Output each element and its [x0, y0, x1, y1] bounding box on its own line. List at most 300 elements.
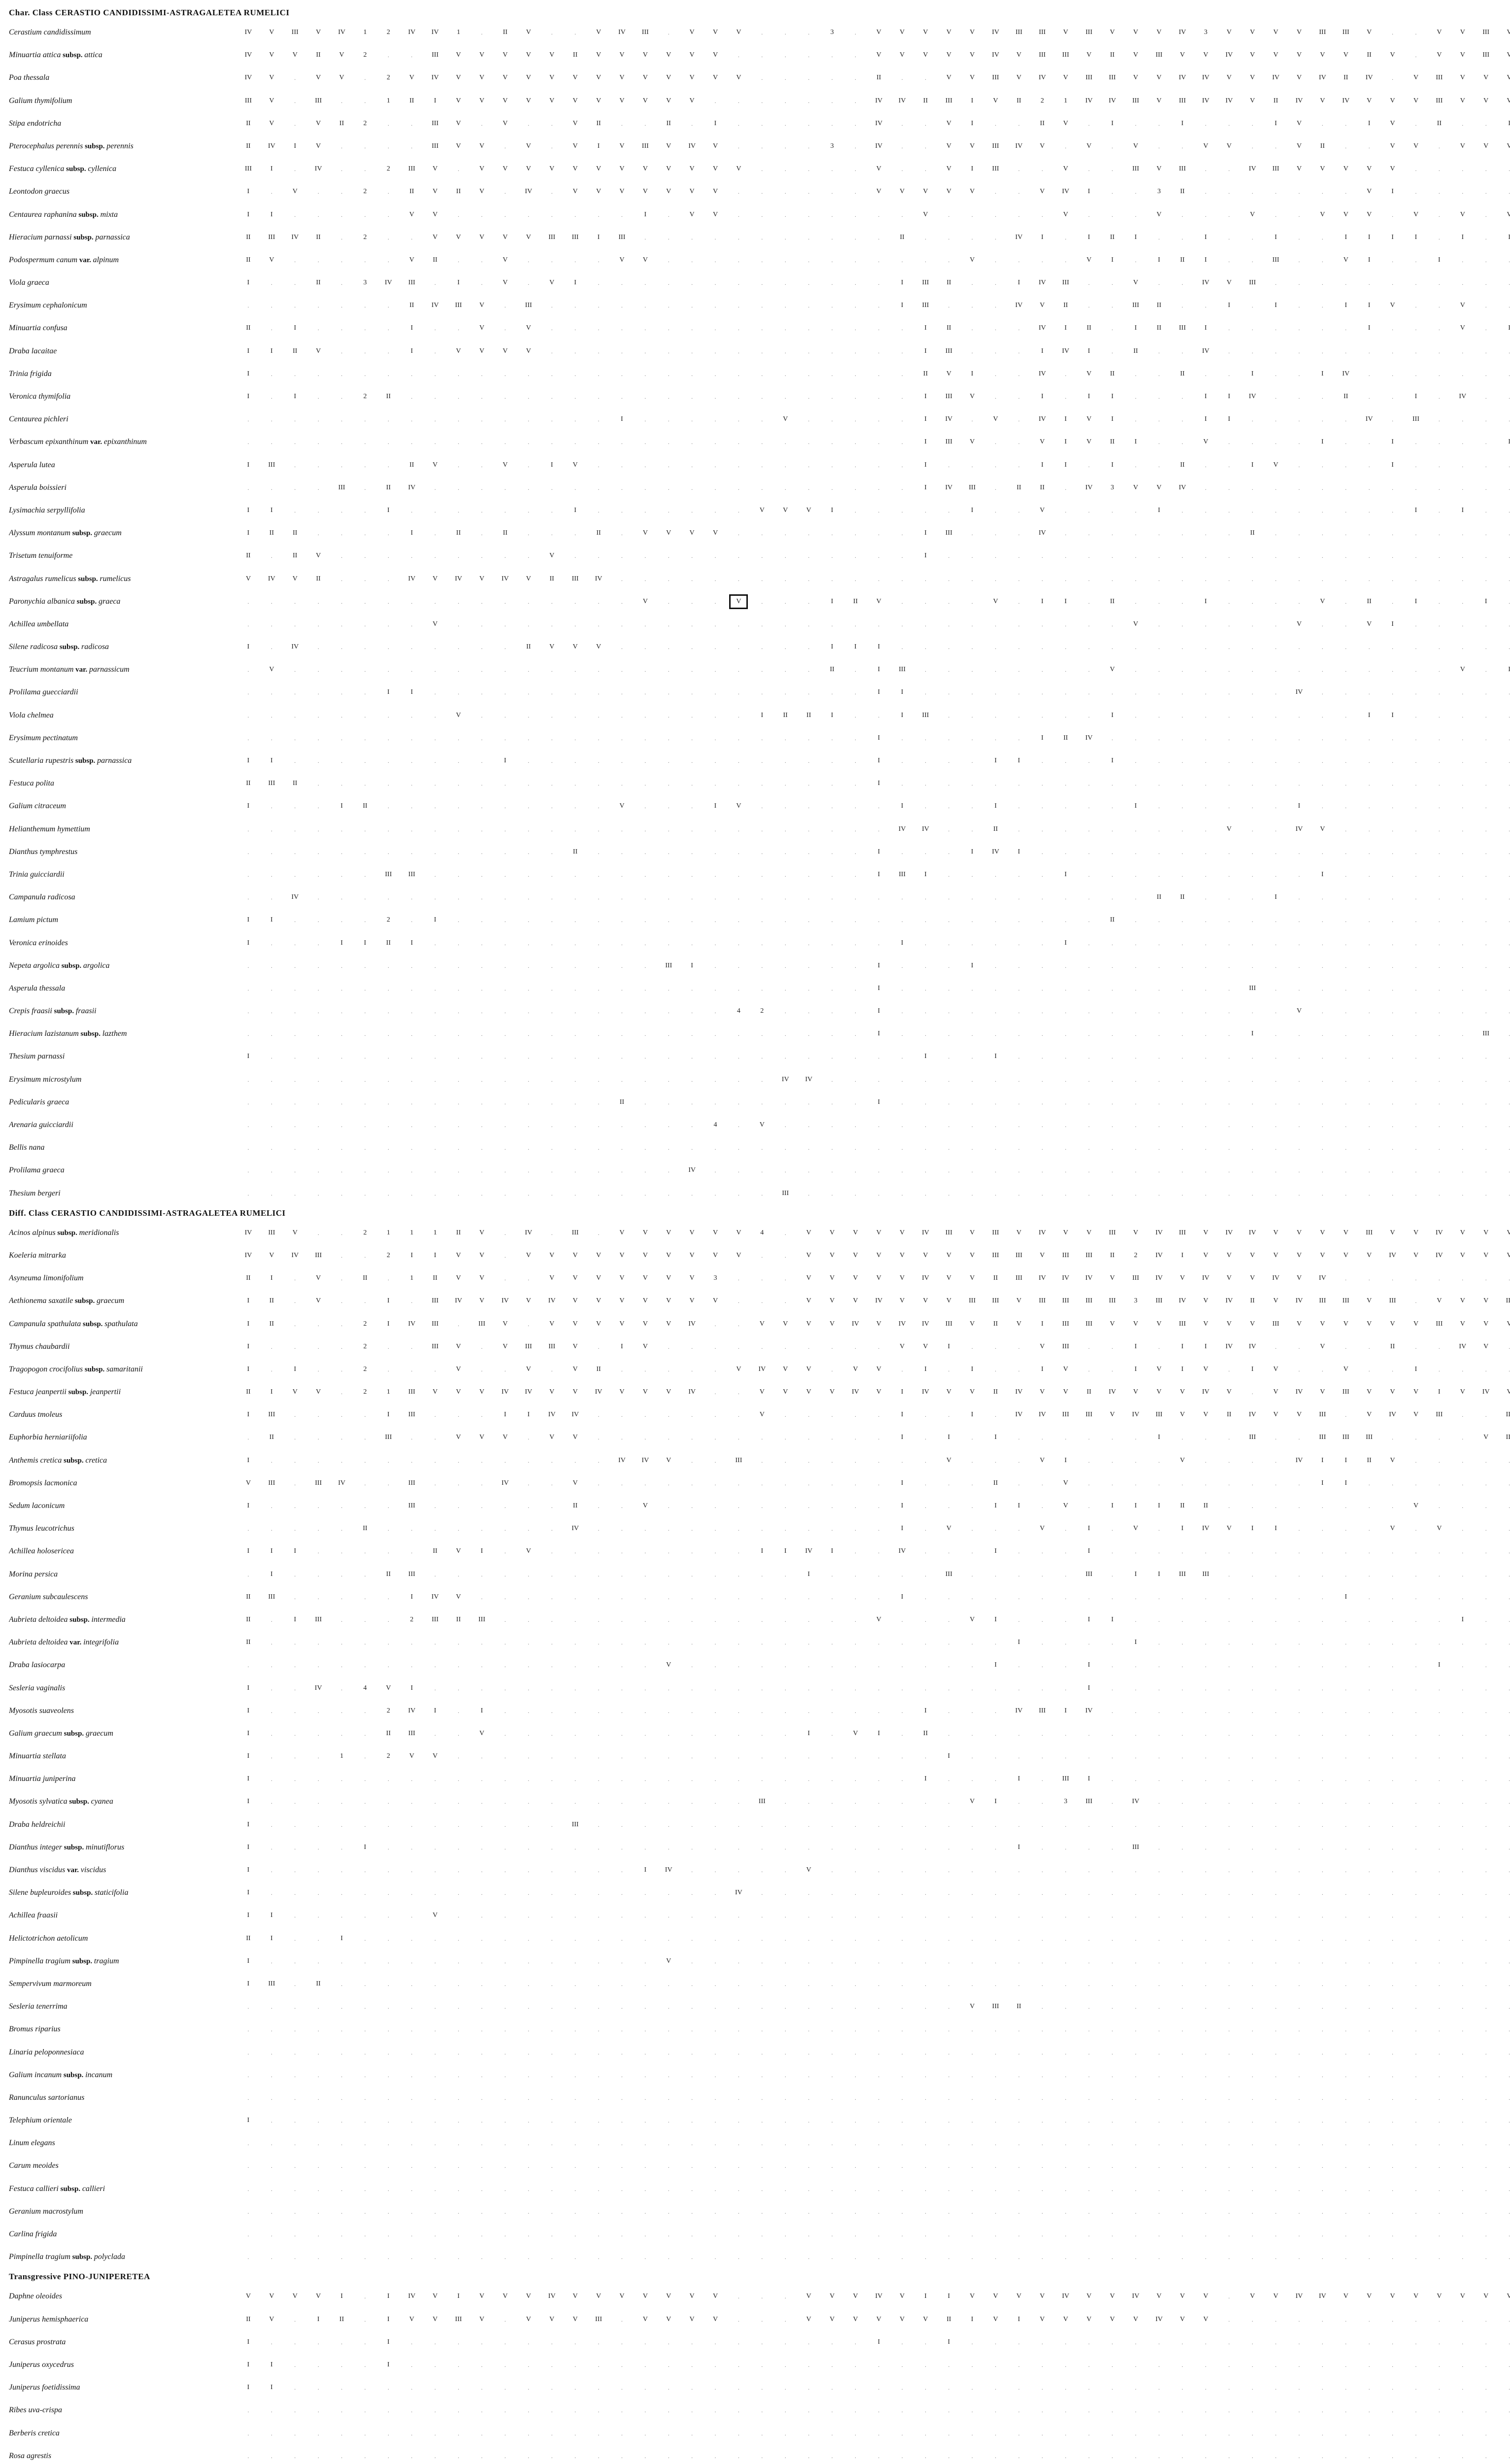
table-cell: . [288, 1120, 302, 1130]
table-cell: . [545, 301, 559, 310]
table-cell: . [288, 506, 302, 515]
table-cell: . [989, 1456, 1003, 1466]
table-cell: . [475, 665, 489, 675]
table-cell: III [1315, 1410, 1329, 1420]
table-cell: . [1036, 1546, 1049, 1556]
table-cell: . [1175, 233, 1189, 242]
table-row [9, 705, 1502, 727]
table-cell: 2 [381, 28, 395, 37]
table-cell: . [592, 756, 605, 766]
table-cell: . [428, 779, 442, 788]
table-cell: . [1245, 1546, 1259, 1556]
table-cell: . [1503, 460, 1510, 470]
table-cell: . [685, 642, 699, 652]
table-cell: V [1409, 1410, 1423, 1420]
table-cell: . [802, 1797, 816, 1807]
table-cell: . [1432, 801, 1446, 811]
table-cell: I [825, 1546, 839, 1556]
table-cell: . [265, 711, 278, 720]
table-cell: V [428, 210, 442, 220]
table-cell: V [662, 50, 675, 60]
species-name: Campanula spathulata subsp. spathulata [9, 1319, 235, 1329]
table-cell: . [965, 1683, 979, 1693]
table-cell: . [358, 1478, 372, 1488]
table-cell: . [1479, 1797, 1493, 1807]
table-cell: I [989, 1546, 1003, 1556]
table-cell: V [1269, 1296, 1283, 1306]
table-cell: . [942, 551, 956, 561]
table-cell: . [592, 323, 605, 333]
table-cell: . [1362, 892, 1376, 902]
table-cell: . [1222, 210, 1236, 220]
table-cell: IV [848, 1319, 862, 1329]
table-cell: . [428, 528, 442, 538]
table-cell: . [638, 1570, 652, 1579]
table-cell: V [288, 1228, 302, 1238]
table-cell: V [942, 1273, 956, 1283]
table-cell: . [592, 1774, 605, 1784]
table-cell: . [1386, 938, 1400, 948]
table-cell: . [1106, 1683, 1119, 1693]
table-cell: . [732, 642, 745, 652]
table-cell: . [755, 915, 769, 925]
table-cell: . [522, 1189, 536, 1198]
table-cell: III [405, 1387, 419, 1397]
table-cell: V [802, 1273, 816, 1283]
table-cell: . [1175, 1660, 1189, 1670]
table-cell: V [685, 210, 699, 220]
table-cell: IV [872, 96, 886, 106]
table-cell: . [778, 460, 792, 470]
table-cell: I [1245, 1524, 1259, 1534]
table-cell: . [358, 1097, 372, 1107]
table-cell: . [732, 1433, 745, 1442]
table-cell: V [919, 50, 933, 60]
table-cell: . [1222, 369, 1236, 379]
table-cell: IV [1012, 1387, 1026, 1397]
table-cell: . [732, 1751, 745, 1761]
table-cell: V [265, 665, 278, 675]
table-cell: . [1409, 1478, 1423, 1488]
table-cell: IV [872, 141, 886, 151]
table-cell: . [662, 892, 675, 902]
table-cell: . [1315, 1797, 1329, 1807]
table-cell: . [1292, 414, 1306, 424]
table-cell: III [381, 870, 395, 880]
table-cell: . [1245, 1143, 1259, 1153]
table-cell: I [825, 506, 839, 515]
table-cell: . [1175, 210, 1189, 220]
table-cell: . [1362, 437, 1376, 447]
table-cell: I [522, 1410, 536, 1420]
table-cell: . [1129, 1189, 1142, 1198]
table-cell: . [755, 1524, 769, 1534]
table-cell: . [965, 1570, 979, 1579]
table-cell: . [1292, 1143, 1306, 1153]
table-cell: V [311, 1387, 325, 1397]
table-cell: . [265, 1820, 278, 1830]
table-cell: . [498, 1189, 512, 1198]
table-cell: . [522, 255, 536, 265]
table-cell: V [545, 1433, 559, 1442]
table-cell: . [848, 96, 862, 106]
table-cell: . [1222, 1729, 1236, 1739]
table-cell: . [522, 1120, 536, 1130]
table-cell: V [1036, 506, 1049, 515]
table-cell: . [778, 1228, 792, 1238]
table-cell: . [802, 28, 816, 37]
table-cell: . [498, 1683, 512, 1693]
table-cell: . [241, 687, 255, 697]
table-cell: . [895, 551, 909, 561]
table-cell: III [1479, 1029, 1493, 1039]
table-cell: . [1152, 1638, 1166, 1647]
table-cell: . [1409, 1052, 1423, 1061]
table-cell: . [569, 1570, 582, 1579]
table-cell: . [498, 619, 512, 629]
constancy-values [241, 28, 1502, 38]
table-cell: . [381, 210, 395, 220]
table-cell: III [1082, 28, 1096, 37]
table-cell: . [1409, 50, 1423, 60]
table-cell: . [545, 1797, 559, 1807]
table-cell: . [1152, 961, 1166, 971]
table-cell: III [569, 233, 582, 242]
table-cell: . [615, 1524, 629, 1534]
table-cell: III [405, 164, 419, 174]
table-cell: . [615, 1570, 629, 1579]
table-cell: . [1503, 1751, 1510, 1761]
table-cell: I [1059, 597, 1073, 607]
table-cell: . [1432, 733, 1446, 743]
table-cell: . [335, 1706, 349, 1716]
table-cell: . [1339, 1615, 1353, 1625]
table-cell: . [895, 1365, 909, 1374]
table-cell: . [265, 984, 278, 993]
table-cell: . [452, 210, 466, 220]
table-cell: V [1036, 301, 1049, 310]
table-cell: . [1339, 1342, 1353, 1352]
table-row [9, 841, 1502, 864]
table-cell: I [1059, 460, 1073, 470]
table-cell: . [1503, 346, 1510, 356]
table-cell: . [615, 551, 629, 561]
table-cell: . [498, 1456, 512, 1466]
table-cell: . [1432, 1683, 1446, 1693]
table-cell: . [335, 1365, 349, 1374]
table-cell: . [498, 847, 512, 857]
table-cell: . [638, 392, 652, 402]
table-cell: . [1409, 1165, 1423, 1175]
table-cell: . [1409, 1660, 1423, 1670]
table-cell: . [755, 28, 769, 37]
table-cell: . [919, 961, 933, 971]
table-cell: . [592, 1228, 605, 1238]
table-cell: . [1456, 1143, 1470, 1153]
table-cell: . [311, 1456, 325, 1466]
table-cell: II [569, 50, 582, 60]
table-cell: II [1503, 1296, 1510, 1306]
table-cell: . [848, 1165, 862, 1175]
table-cell: . [778, 870, 792, 880]
table-cell: . [895, 141, 909, 151]
table-cell: . [522, 870, 536, 880]
table-cell: . [311, 1570, 325, 1579]
table-cell: . [848, 1774, 862, 1784]
table-cell: . [1106, 1029, 1119, 1039]
table-cell: . [825, 801, 839, 811]
table-cell: IV [1175, 483, 1189, 493]
table-cell: . [1175, 1120, 1189, 1130]
table-cell: V [1456, 1228, 1470, 1238]
table-cell: . [381, 733, 395, 743]
table-cell: . [569, 301, 582, 310]
table-cell: . [1362, 870, 1376, 880]
table-cell: . [1012, 1189, 1026, 1198]
table-cell: I [895, 1410, 909, 1420]
table-cell: IV [1292, 1387, 1306, 1397]
table-cell: . [662, 1097, 675, 1107]
table-cell: . [1339, 1751, 1353, 1761]
table-cell: . [778, 733, 792, 743]
table-cell: . [942, 1546, 956, 1556]
table-cell: . [1175, 1797, 1189, 1807]
table-cell: V [1292, 619, 1306, 629]
table-cell: . [1503, 301, 1510, 310]
table-cell: . [615, 437, 629, 447]
table-cell: . [802, 1120, 816, 1130]
table-cell: . [965, 278, 979, 288]
table-cell: . [1175, 1774, 1189, 1784]
table-cell: III [1012, 1273, 1026, 1283]
constancy-values [241, 437, 1502, 448]
table-cell: . [778, 73, 792, 83]
table-cell: . [1059, 1683, 1073, 1693]
table-cell: . [381, 323, 395, 333]
table-cell: . [311, 961, 325, 971]
table-cell: V [942, 119, 956, 129]
table-cell: . [1082, 1075, 1096, 1085]
table-cell: . [381, 1843, 395, 1852]
table-cell: I [405, 938, 419, 948]
table-cell: . [1315, 233, 1329, 242]
table-cell: . [498, 1729, 512, 1739]
table-cell: . [1432, 1189, 1446, 1198]
table-cell: . [311, 1342, 325, 1352]
table-cell: . [1012, 1615, 1026, 1625]
table-cell: . [545, 119, 559, 129]
table-cell: . [778, 1342, 792, 1352]
table-cell: I [498, 756, 512, 766]
table-cell: . [381, 597, 395, 607]
table-cell: . [1432, 1165, 1446, 1175]
table-cell: V [615, 96, 629, 106]
table-cell: . [428, 801, 442, 811]
table-cell: . [1036, 210, 1049, 220]
table-cell: III [1106, 1296, 1119, 1306]
table-cell: I [989, 756, 1003, 766]
table-cell: V [522, 1546, 536, 1556]
table-cell: V [872, 597, 886, 607]
table-cell: . [895, 1189, 909, 1198]
table-cell: . [872, 574, 886, 584]
table-cell: . [708, 1751, 722, 1761]
table-cell: . [1339, 847, 1353, 857]
table-cell: . [802, 961, 816, 971]
table-cell: I [1152, 1433, 1166, 1442]
table-cell: V [685, 73, 699, 83]
species-name: Paronychia albanica subsp. graeca [9, 597, 235, 607]
table-cell: . [1082, 801, 1096, 811]
table-cell: II [1106, 915, 1119, 925]
table-cell: . [1456, 1075, 1470, 1085]
table-cell: . [1456, 1774, 1470, 1784]
table-cell: III [1082, 1797, 1096, 1807]
table-cell: V [989, 96, 1003, 106]
table-cell: . [802, 483, 816, 493]
table-cell: . [1245, 915, 1259, 925]
table-cell: . [358, 1660, 372, 1670]
table-cell: . [1012, 870, 1026, 880]
table-cell: V [592, 642, 605, 652]
table-cell: . [1362, 756, 1376, 766]
table-cell: I [919, 1706, 933, 1716]
table-cell: . [1036, 1751, 1049, 1761]
table-cell: . [638, 756, 652, 766]
table-cell: . [825, 1143, 839, 1153]
table-cell: . [1059, 506, 1073, 515]
table-cell: . [1339, 870, 1353, 880]
table-cell: III [1059, 278, 1073, 288]
table-cell: . [708, 255, 722, 265]
table-cell: . [265, 278, 278, 288]
table-cell: V [1362, 1387, 1376, 1397]
table-cell: . [311, 1592, 325, 1602]
table-cell: V [802, 1365, 816, 1374]
table-cell: V [1082, 369, 1096, 379]
table-cell: . [1222, 1706, 1236, 1716]
table-cell: . [662, 1524, 675, 1534]
table-cell: . [1292, 1683, 1306, 1693]
table-cell: I [241, 1843, 255, 1852]
table-cell: . [755, 255, 769, 265]
table-cell: . [755, 597, 769, 607]
table-cell: . [662, 779, 675, 788]
table-cell: V [638, 1273, 652, 1283]
table-cell: . [895, 437, 909, 447]
table-cell: . [452, 1165, 466, 1175]
table-cell: IV [1129, 1410, 1142, 1420]
table-cell: . [498, 1365, 512, 1374]
table-cell: . [405, 756, 419, 766]
table-cell: . [965, 301, 979, 310]
table-cell: III [265, 1228, 278, 1238]
table-cell: . [825, 392, 839, 402]
table-cell: . [825, 437, 839, 447]
table-cell: . [522, 1638, 536, 1647]
table-cell: I [989, 1433, 1003, 1442]
table-cell: . [1456, 1273, 1470, 1283]
table-cell: . [1503, 824, 1510, 834]
table-cell: . [265, 551, 278, 561]
table-cell: . [825, 187, 839, 197]
table-cell: . [241, 597, 255, 607]
table-cell: V [498, 278, 512, 288]
table-cell: . [1315, 1165, 1329, 1175]
table-cell: . [265, 1706, 278, 1716]
table-cell: . [615, 346, 629, 356]
table-cell: . [732, 369, 745, 379]
table-cell: . [1386, 892, 1400, 902]
table-cell: . [1479, 1052, 1493, 1061]
table-cell: V [685, 28, 699, 37]
table-cell: . [265, 1165, 278, 1175]
table-cell: . [919, 506, 933, 515]
table-cell: . [1315, 1706, 1329, 1716]
table-cell: . [241, 437, 255, 447]
table-cell: . [848, 1546, 862, 1556]
table-cell: III [1106, 73, 1119, 83]
table-cell: V [1245, 210, 1259, 220]
table-cell: . [708, 551, 722, 561]
table-cell: III [1129, 96, 1142, 106]
table-cell: . [662, 1189, 675, 1198]
table-cell: V [452, 50, 466, 60]
table-cell: . [592, 255, 605, 265]
table-cell: . [638, 119, 652, 129]
table-cell: . [1386, 1820, 1400, 1830]
table-cell: . [1292, 711, 1306, 720]
table-cell: . [778, 1706, 792, 1716]
table-cell: . [335, 824, 349, 834]
table-cell: . [1362, 915, 1376, 925]
table-cell: V [1292, 50, 1306, 60]
table-cell: . [1129, 119, 1142, 129]
table-cell: . [1106, 574, 1119, 584]
table-cell: . [1386, 1570, 1400, 1579]
table-cell: V [1292, 1006, 1306, 1016]
table-cell: . [311, 392, 325, 402]
table-cell: . [1292, 938, 1306, 948]
table-cell: . [615, 619, 629, 629]
table-cell: . [778, 50, 792, 60]
table-cell: . [592, 1615, 605, 1625]
table-cell: . [638, 1592, 652, 1602]
table-cell: . [569, 1120, 582, 1130]
table-cell: V [919, 210, 933, 220]
table-cell: . [1432, 1456, 1446, 1466]
table-cell: . [1386, 1660, 1400, 1670]
table-cell: V [662, 96, 675, 106]
table-cell: . [942, 1592, 956, 1602]
table-cell: V [592, 1319, 605, 1329]
table-cell: V [685, 50, 699, 60]
table-cell: . [965, 1342, 979, 1352]
table-cell: . [662, 1410, 675, 1420]
table-cell: . [1315, 1120, 1329, 1130]
table-cell: . [1036, 665, 1049, 675]
table-cell: . [405, 1342, 419, 1352]
table-cell: . [848, 1683, 862, 1693]
table-cell: . [1432, 1052, 1446, 1061]
table-cell: . [381, 1365, 395, 1374]
table-cell: I [405, 687, 419, 697]
table-cell: . [685, 369, 699, 379]
table-cell: V [942, 1387, 956, 1397]
table-cell: . [1409, 642, 1423, 652]
table-row [9, 431, 1502, 454]
table-cell: V [1386, 301, 1400, 310]
